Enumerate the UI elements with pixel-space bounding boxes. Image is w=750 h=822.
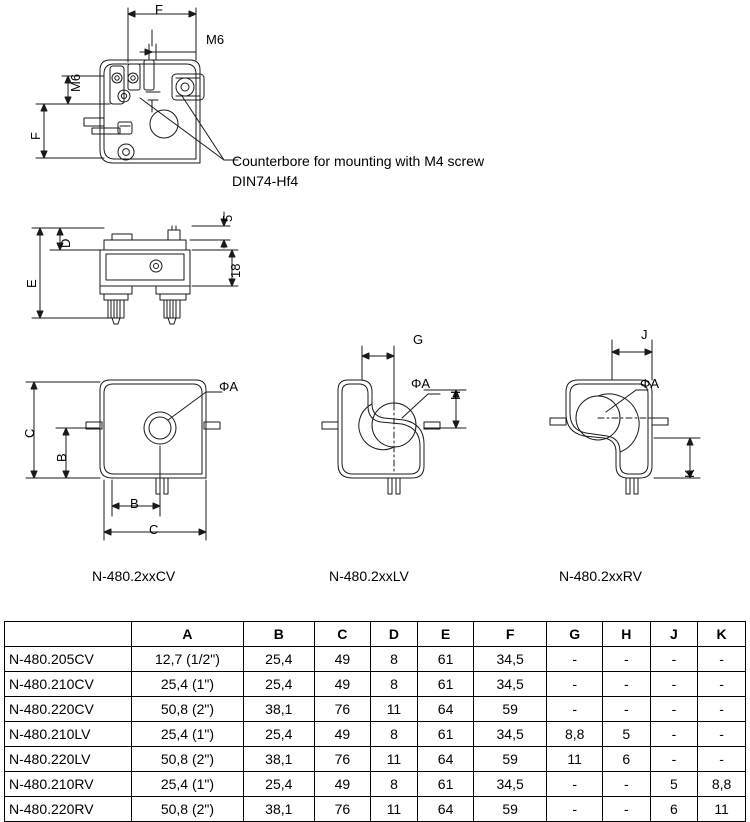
dimension-label-c-left: C: [22, 428, 37, 438]
cell-d: 8: [370, 647, 418, 672]
cell-e: 64: [418, 747, 474, 772]
cell-f: 59: [473, 697, 547, 722]
dimension-label-f-top: F: [155, 2, 163, 17]
cell-c: 76: [315, 797, 371, 822]
cell-a: 50,8 (2"): [132, 747, 243, 772]
cell-c: 76: [315, 747, 371, 772]
cell-g: -: [547, 697, 603, 722]
cell-a: 50,8 (2"): [132, 797, 243, 822]
cell-e: 61: [418, 672, 474, 697]
dimension-label-j: J: [641, 327, 648, 342]
dimension-label-h: H: [448, 390, 463, 400]
dimension-label-m6-left: M6: [68, 73, 83, 92]
cell-j: -: [650, 747, 698, 772]
cell-h: 6: [603, 747, 651, 772]
cell-j: -: [650, 697, 698, 722]
cell-a: 25,4 (1"): [132, 722, 243, 747]
cell-b: 25,4: [243, 722, 315, 747]
dimension-label-m6-top: M6: [206, 32, 225, 47]
cell-d: 8: [370, 672, 418, 697]
cell-c: 76: [315, 697, 371, 722]
cell-d: 11: [370, 797, 418, 822]
cell-d: 8: [370, 722, 418, 747]
dimension-label-e: E: [24, 279, 39, 288]
column-header-part: [5, 622, 132, 647]
cell-j: 5: [650, 772, 698, 797]
cell-d: 11: [370, 697, 418, 722]
cell-c: 49: [315, 722, 371, 747]
cell-b: 38,1: [243, 697, 315, 722]
column-header-e: E: [418, 622, 474, 647]
cell-f: 34,5: [473, 647, 547, 672]
column-header-k: K: [698, 622, 746, 647]
cell-g: -: [547, 797, 603, 822]
cell-a: 25,4 (1"): [132, 672, 243, 697]
cell-k: -: [698, 647, 746, 672]
front-view-lv-drawing: [322, 346, 466, 494]
part-label-lv: N-480.2xxLV: [329, 568, 409, 584]
cell-f: 59: [473, 747, 547, 772]
cell-f: 34,5: [473, 672, 547, 697]
cell-k: -: [698, 672, 746, 697]
front-view-rv-drawing: [550, 340, 700, 494]
cell-f: 59: [473, 797, 547, 822]
cell-b: 38,1: [243, 797, 315, 822]
column-header-d: D: [370, 622, 418, 647]
cell-h: 5: [603, 722, 651, 747]
cell-e: 61: [418, 722, 474, 747]
column-header-j: J: [650, 622, 698, 647]
cell-g: -: [547, 647, 603, 672]
table-row: [5, 697, 746, 722]
cell-a: 25,4 (1"): [132, 772, 243, 797]
cell-b: 25,4: [243, 647, 315, 672]
cell-e: 64: [418, 697, 474, 722]
column-header-g: G: [547, 622, 603, 647]
dimension-label-c-bottom: C: [149, 522, 159, 537]
table-row: [5, 772, 746, 797]
cell-d: 8: [370, 772, 418, 797]
cell-c: 49: [315, 772, 371, 797]
cell-f: 34,5: [473, 722, 547, 747]
cell-j: -: [650, 672, 698, 697]
cell-c: 49: [315, 672, 371, 697]
table-row: [5, 647, 746, 672]
cell-e: 61: [418, 772, 474, 797]
cell-h: -: [603, 697, 651, 722]
cell-e: 61: [418, 647, 474, 672]
part-label-rv: N-480.2xxRV: [559, 568, 643, 584]
spec-table: [4, 621, 746, 822]
column-header-c: C: [315, 622, 371, 647]
cell-e: 64: [418, 797, 474, 822]
cell-g: -: [547, 772, 603, 797]
diameter-label-a-cv: ΦA: [219, 379, 239, 394]
cell-k: -: [698, 747, 746, 772]
cell-h: -: [603, 672, 651, 697]
cell-part: N-480.220LV: [5, 747, 132, 772]
cell-k: -: [698, 722, 746, 747]
cell-h: -: [603, 797, 651, 822]
cell-k: -: [698, 697, 746, 722]
cell-k: 11: [698, 797, 746, 822]
cell-h: -: [603, 772, 651, 797]
cell-d: 11: [370, 747, 418, 772]
dimension-label-k: K: [682, 469, 697, 478]
cell-g: -: [547, 672, 603, 697]
cell-b: 25,4: [243, 772, 315, 797]
cell-b: 25,4: [243, 672, 315, 697]
cell-j: -: [650, 722, 698, 747]
diameter-label-a-rv: ΦA: [640, 376, 660, 391]
part-label-cv: N-480.2xxCV: [92, 568, 176, 584]
cell-a: 12,7 (1/2"): [132, 647, 243, 672]
dimension-label-d: D: [58, 238, 73, 248]
spec-table-wrapper: [4, 621, 746, 822]
dimension-label-b-bottom: B: [130, 496, 139, 511]
dimension-label-18: 18: [228, 263, 243, 278]
cell-part: N-480.210RV: [5, 772, 132, 797]
column-header-h: H: [603, 622, 651, 647]
table-row: [5, 672, 746, 697]
table-header-row: [5, 622, 746, 647]
dimension-label-b-left: B: [54, 453, 69, 462]
cell-h: -: [603, 647, 651, 672]
table-row: [5, 797, 746, 822]
dimension-label-5: 5: [220, 214, 235, 222]
cell-part: N-480.210CV: [5, 672, 132, 697]
cell-j: 6: [650, 797, 698, 822]
dimension-label-f-left: F: [28, 132, 43, 140]
diameter-label-a-lv: ΦA: [411, 376, 431, 391]
counterbore-note-line2: DIN74-Hf4: [232, 173, 299, 189]
cell-a: 50,8 (2"): [132, 697, 243, 722]
cell-part: N-480.205CV: [5, 647, 132, 672]
cell-part: N-480.210LV: [5, 722, 132, 747]
cell-j: -: [650, 647, 698, 672]
counterbore-note-line1: Counterbore for mounting with M4 screw: [232, 153, 485, 169]
table-row: [5, 722, 746, 747]
cell-g: 11: [547, 747, 603, 772]
table-row: [5, 747, 746, 772]
cell-part: N-480.220RV: [5, 797, 132, 822]
cell-part: N-480.220CV: [5, 697, 132, 722]
dimension-label-g: G: [413, 332, 424, 347]
column-header-f: F: [473, 622, 547, 647]
cell-k: 8,8: [698, 772, 746, 797]
cell-c: 49: [315, 647, 371, 672]
column-header-b: B: [243, 622, 315, 647]
side-view-drawing: [32, 212, 238, 324]
cell-g: 8,8: [547, 722, 603, 747]
column-header-a: A: [132, 622, 243, 647]
cell-b: 38,1: [243, 747, 315, 772]
cell-f: 34,5: [473, 772, 547, 797]
